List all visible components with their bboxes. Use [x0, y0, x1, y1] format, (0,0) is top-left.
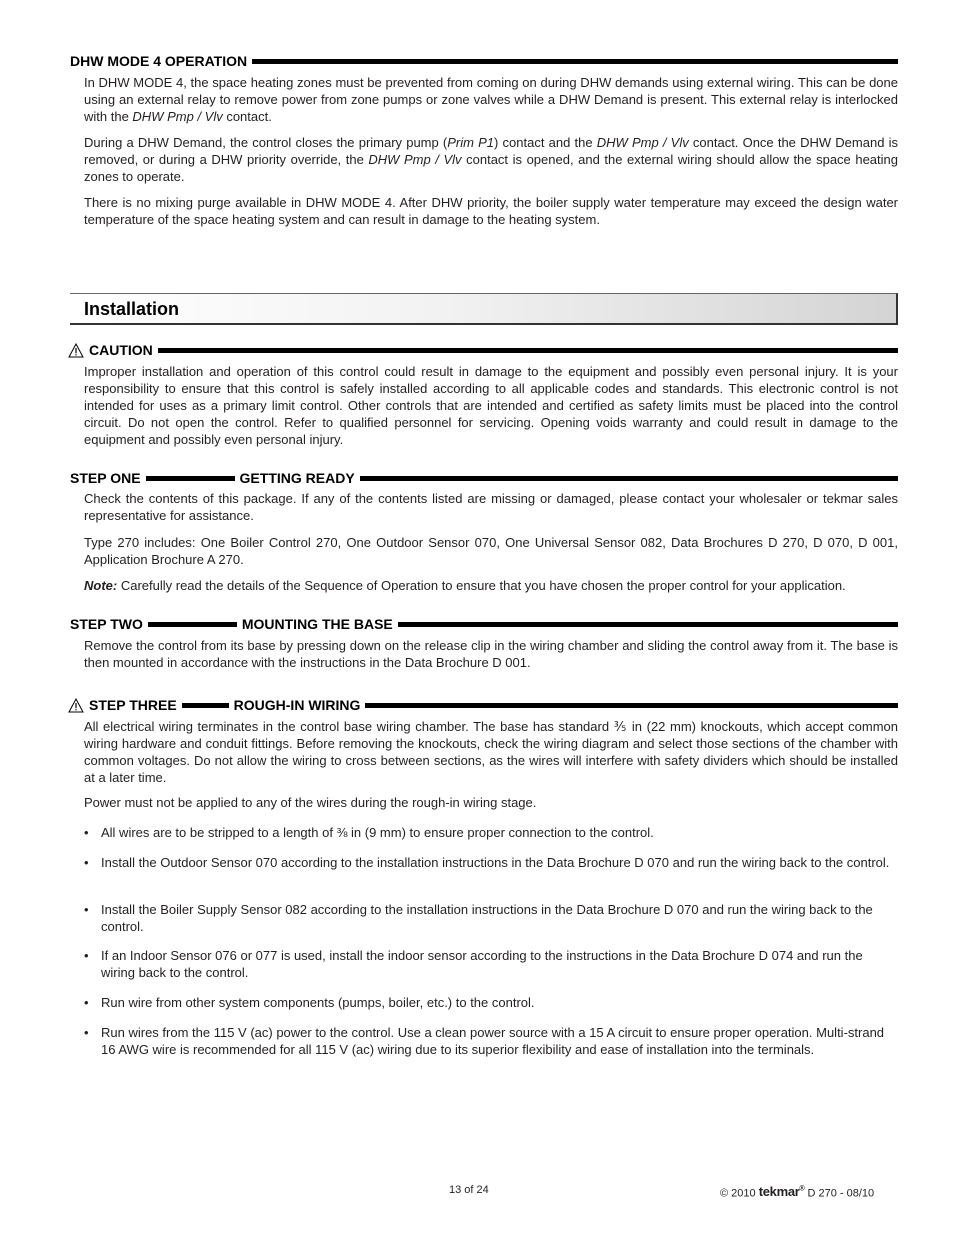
step-title: MOUNTING THE BASE — [241, 615, 393, 632]
section-heading-step-one — [70, 469, 898, 487]
step-one-note — [84, 577, 898, 594]
dhw-mode-4-paragraph-3: There is no mixing purge available in DHW MODE 4. After DHW priority, the boiler supply water temperature may exceed the design water temperature of the space heating system and can result in damage to the heating system. — [84, 195, 898, 227]
list-item: • Run wire from other system components (pumps, boiler, etc.) to the control. — [84, 995, 535, 1010]
tekmar-logo: tekmar® — [758, 1184, 805, 1200]
section-heading-caution — [68, 341, 898, 359]
list-item: • All wires are to be stripped to a length of ⅜ in (9 mm) to ensure proper connection to the control. — [84, 825, 654, 840]
installation-title: Installation — [84, 299, 180, 319]
step-divider-rule — [148, 622, 237, 627]
step-two-paragraph: Remove the control from its base by pressing down on the release clip in the wiring chamber and sliding the control away from it. The base is then mounted in accordance with the instructions in the Data Brochure D 001. — [84, 638, 898, 670]
heading-rule — [158, 348, 898, 353]
copyright-text: © 2010 — [720, 1187, 756, 1200]
bullet-icon: • — [84, 948, 89, 963]
step-divider-rule — [182, 703, 229, 708]
dhw-mode-4-paragraph-2: During a DHW Demand, the control closes the primary pump (Prim P1) contact and the DHW Pmp / Vlv contact. Once the DHW Demand is removed, or during a DHW priority override, the DHW Pmp / Vlv contact is opened, and the external wiring should allow the space heating zones to operate. — [84, 135, 899, 184]
section-heading-dhw-mode-4 — [70, 52, 898, 70]
step-one-paragraph-2: Type 270 includes: One Boiler Control 270, One Outdoor Sensor 070, One Universal Sensor 082, Data Brochures D 270, D 070, D 001, Application Brochure A 270. — [84, 535, 898, 567]
heading-rule — [365, 703, 898, 708]
installation-section-bar — [70, 293, 898, 325]
note-text: Carefully read the details of the Sequence of Operation to ensure that you have chosen the proper control for your application. — [117, 578, 846, 593]
heading-text: CAUTION — [89, 341, 153, 358]
heading-rule — [398, 622, 898, 627]
bullet-icon: • — [84, 855, 89, 870]
step-label: STEP TWO — [70, 615, 143, 632]
list-item: • Run wires from the 115 V (ac) power to the control. Use a clean power source with a 15 A circuit to ensure proper operation. Multi-strand 16 AWG wire is recommended for all 115 V (ac) wiring due to its superior flexibility and ease of installation into the terminals. — [84, 1025, 885, 1057]
section-heading-step-three — [68, 696, 898, 714]
document-number: D 270 - 08/10 — [807, 1187, 875, 1200]
heading-rule — [252, 59, 898, 64]
step-label: STEP THREE — [89, 696, 177, 713]
list-item: • Install the Outdoor Sensor 070 according to the installation instructions in the Data Brochure D 070 and run the wiring back to the control. — [84, 855, 890, 870]
heading-text: DHW MODE 4 OPERATION — [70, 52, 248, 69]
step-label: STEP ONE — [70, 469, 141, 486]
dhw-mode-4-paragraph-1: In DHW MODE 4, the space heating zones must be prevented from coming on during DHW demands using external wiring. This can be done using an external relay to remove power from zone pumps or zone valves while a DHW Demand is present. This external relay is interlocked with the DHW Pmp / Vlv contact. — [84, 75, 898, 124]
list-item: • Install the Boiler Supply Sensor 082 according to the installation instructions in the Data Brochure D 070 and run the wiring back to the control. — [84, 902, 873, 934]
step-three-paragraph-1: All electrical wiring terminates in the control base wiring chamber. The base has standard ⅗ in (22 mm) knockouts, which accept common wiring hardware and conduit fittings. Before removing the knockouts, check the wiring diagram and select those sections of the chamber with common voltages. Do not allow the wiring to cross between sections, as the wires will interfere with safety dividers which should be installed at a later time. — [84, 719, 898, 785]
note-label: Note: — [84, 578, 118, 593]
bullet-icon: • — [84, 902, 89, 917]
step-title: ROUGH-IN WIRING — [233, 696, 361, 713]
step-divider-rule — [146, 476, 235, 481]
list-item: • If an Indoor Sensor 076 or 077 is used, install the indoor sensor according to the instructions in the Data Brochure D 074 and run the wiring back to the control. — [84, 948, 863, 980]
warning-triangle-icon — [68, 343, 84, 358]
heading-rule — [360, 476, 898, 481]
warning-triangle-icon — [68, 698, 84, 713]
bullet-icon: • — [84, 825, 89, 840]
footer-copyright — [720, 1183, 874, 1200]
caution-paragraph: Improper installation and operation of this control could result in damage to the equipment and possibly even personal injury. It is your responsibility to ensure that this control is safely installed according to all applicable codes and standards. This electronic control is not intended for uses as a primary limit control. Other controls that are intended and certified as safety limits must be placed into the control circuit. Do not open the control. Refer to qualified personnel for servicing. Opening voids warranty and could result in damage to the equipment and possibly even personal injury. — [84, 364, 898, 447]
page-number: 13 of 24 — [449, 1184, 489, 1196]
step-three-paragraph-2: Power must not be applied to any of the wires during the rough-in wiring stage. — [84, 795, 537, 810]
step-one-paragraph-1: Check the contents of this package. If any of the contents listed are missing or damaged, please contact your wholesaler or tekmar sales representative for assistance. — [84, 491, 898, 523]
bullet-icon: • — [84, 1025, 89, 1040]
section-heading-step-two — [70, 615, 898, 633]
step-title: GETTING READY — [239, 469, 355, 486]
bullet-icon: • — [84, 995, 89, 1010]
